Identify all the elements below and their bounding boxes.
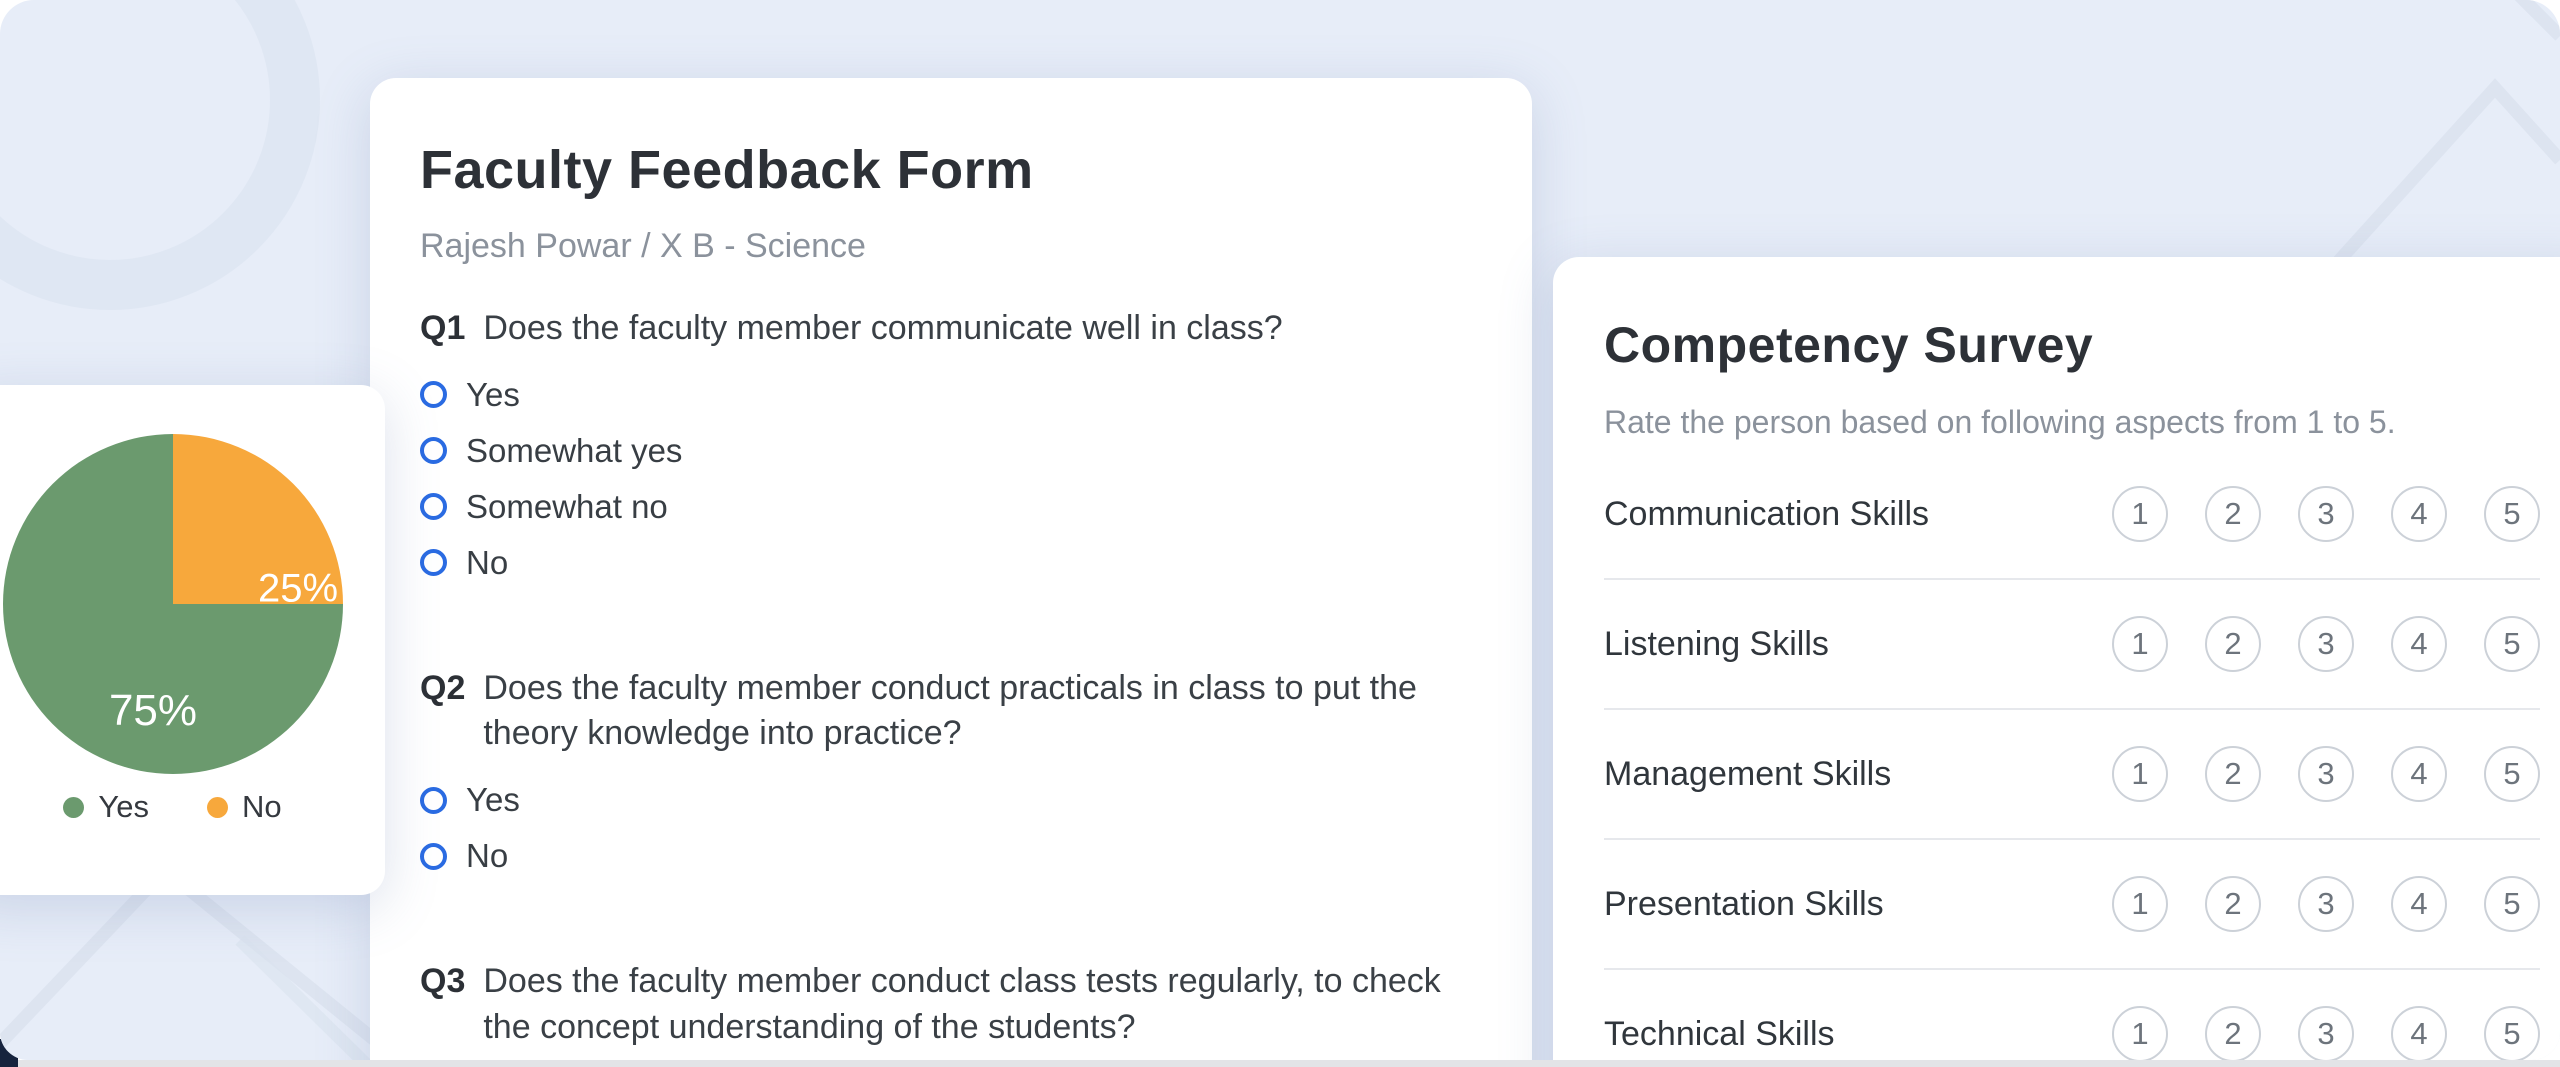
row-divider — [1604, 708, 2540, 710]
question-row — [420, 959, 1472, 1051]
rating-circle-3[interactable]: 3 — [2298, 876, 2354, 932]
radio-option[interactable] — [420, 487, 1472, 525]
radio-unchecked-icon[interactable] — [420, 843, 447, 870]
pie-slice-label-no: 25% — [257, 566, 339, 611]
pie-slice-label-yes: 75% — [108, 686, 198, 735]
radio-unchecked-icon[interactable] — [420, 787, 447, 814]
radio-option-label: Yes — [466, 781, 520, 819]
skill-label: Management Skills — [1604, 754, 1892, 793]
question-row — [420, 306, 1472, 352]
pie-chart — [3, 434, 343, 774]
skill-row — [1604, 858, 2540, 950]
radio-unchecked-icon[interactable] — [420, 437, 447, 464]
question-row — [420, 666, 1472, 758]
radio-option-label: No — [466, 837, 509, 875]
rating-circle-2[interactable]: 2 — [2205, 486, 2261, 542]
question-text: Does the faculty member communicate well in class? — [483, 308, 1283, 347]
legend-label-no: No — [241, 789, 282, 824]
rating-circle-2[interactable]: 2 — [2205, 616, 2261, 672]
skill-label: Presentation Skills — [1604, 884, 1884, 923]
skill-label: Communication Skills — [1604, 494, 1929, 533]
decor-line-top-right — [2518, 0, 2560, 36]
rating-circle-3[interactable]: 3 — [2298, 1006, 2354, 1060]
skill-row — [1604, 728, 2540, 820]
skill-row — [1604, 468, 2540, 560]
skill-label: Listening Skills — [1604, 624, 1829, 663]
radio-option-label: No — [466, 543, 509, 581]
radio-option[interactable] — [420, 839, 1472, 873]
row-divider — [1604, 838, 2540, 840]
decor-ring — [0, 0, 295, 285]
form-title: Faculty Feedback Form — [420, 140, 1034, 200]
page-bottom-edge — [0, 1060, 2560, 1067]
rating-circle-3[interactable]: 3 — [2298, 486, 2354, 542]
rating-circle-5[interactable]: 5 — [2484, 1006, 2540, 1060]
radio-option[interactable] — [420, 783, 1472, 817]
rating-circle-5[interactable]: 5 — [2484, 746, 2540, 802]
rating-circle-4[interactable]: 4 — [2391, 616, 2447, 672]
rating-circle-4[interactable]: 4 — [2391, 746, 2447, 802]
rating-circle-1[interactable]: 1 — [2112, 876, 2168, 932]
question-block — [420, 959, 1472, 1051]
radio-option-label: Yes — [466, 375, 520, 413]
radio-unchecked-icon[interactable] — [420, 493, 447, 520]
skill-rating-list — [1604, 468, 2540, 1060]
question-text: Does the faculty member conduct class tests regularly, to check the concept understanding of the students? — [483, 962, 1441, 1047]
pie-legend — [0, 789, 345, 825]
question-block — [420, 666, 1472, 874]
radio-option[interactable] — [420, 431, 1472, 469]
competency-survey-card — [1553, 257, 2560, 1060]
rating-group — [2112, 486, 2540, 542]
question-text: Does the faculty member conduct practicals in class to put the theory knowledge into practice? — [483, 668, 1417, 753]
legend-dot-yes-icon — [63, 797, 84, 818]
pie-chart-card — [0, 385, 385, 895]
faculty-feedback-card — [370, 78, 1532, 1060]
radio-unchecked-icon[interactable] — [420, 549, 447, 576]
rating-circle-1[interactable]: 1 — [2112, 616, 2168, 672]
decor-mountain-bottom-left — [0, 870, 430, 1060]
rating-circle-2[interactable]: 2 — [2205, 876, 2261, 932]
rating-group — [2112, 746, 2540, 802]
rating-circle-4[interactable]: 4 — [2391, 1006, 2447, 1060]
survey-subtitle: Rate the person based on following aspects from 1 to 5. — [1604, 404, 2396, 440]
rating-group — [2112, 616, 2540, 672]
question-id: Q2 — [420, 668, 466, 707]
rating-circle-4[interactable]: 4 — [2391, 486, 2447, 542]
rating-circle-3[interactable]: 3 — [2298, 746, 2354, 802]
legend-item-yes — [63, 789, 149, 825]
form-subtitle: Rajesh Powar / X B - Science — [420, 226, 866, 265]
skill-row — [1604, 988, 2540, 1060]
radio-option[interactable] — [420, 543, 1472, 581]
rating-circle-4[interactable]: 4 — [2391, 876, 2447, 932]
radio-option-label: Somewhat yes — [466, 431, 683, 469]
question-list — [420, 306, 1472, 1051]
rating-circle-1[interactable]: 1 — [2112, 1006, 2168, 1060]
rating-circle-2[interactable]: 2 — [2205, 746, 2261, 802]
rating-group — [2112, 876, 2540, 932]
question-block — [420, 306, 1472, 580]
rating-circle-5[interactable]: 5 — [2484, 616, 2540, 672]
radio-option-label: Somewhat no — [466, 487, 668, 525]
rating-circle-5[interactable]: 5 — [2484, 486, 2540, 542]
rating-circle-1[interactable]: 1 — [2112, 486, 2168, 542]
radio-unchecked-icon[interactable] — [420, 381, 447, 408]
rating-group — [2112, 1006, 2540, 1060]
question-options — [420, 783, 1472, 873]
skill-label: Technical Skills — [1604, 1014, 1835, 1053]
row-divider — [1604, 968, 2540, 970]
legend-item-no — [207, 789, 282, 825]
radio-option[interactable] — [420, 375, 1472, 413]
rating-circle-2[interactable]: 2 — [2205, 1006, 2261, 1060]
decor-line-bottom-left — [240, 940, 370, 1060]
question-options — [420, 375, 1472, 581]
row-divider — [1604, 578, 2540, 580]
survey-title: Competency Survey — [1604, 317, 2094, 373]
question-id: Q1 — [420, 308, 466, 347]
rating-circle-3[interactable]: 3 — [2298, 616, 2354, 672]
skill-row — [1604, 598, 2540, 690]
legend-dot-no-icon — [207, 797, 228, 818]
legend-label-yes: Yes — [98, 789, 149, 824]
rating-circle-5[interactable]: 5 — [2484, 876, 2540, 932]
rating-circle-1[interactable]: 1 — [2112, 746, 2168, 802]
question-id: Q3 — [420, 962, 466, 1001]
